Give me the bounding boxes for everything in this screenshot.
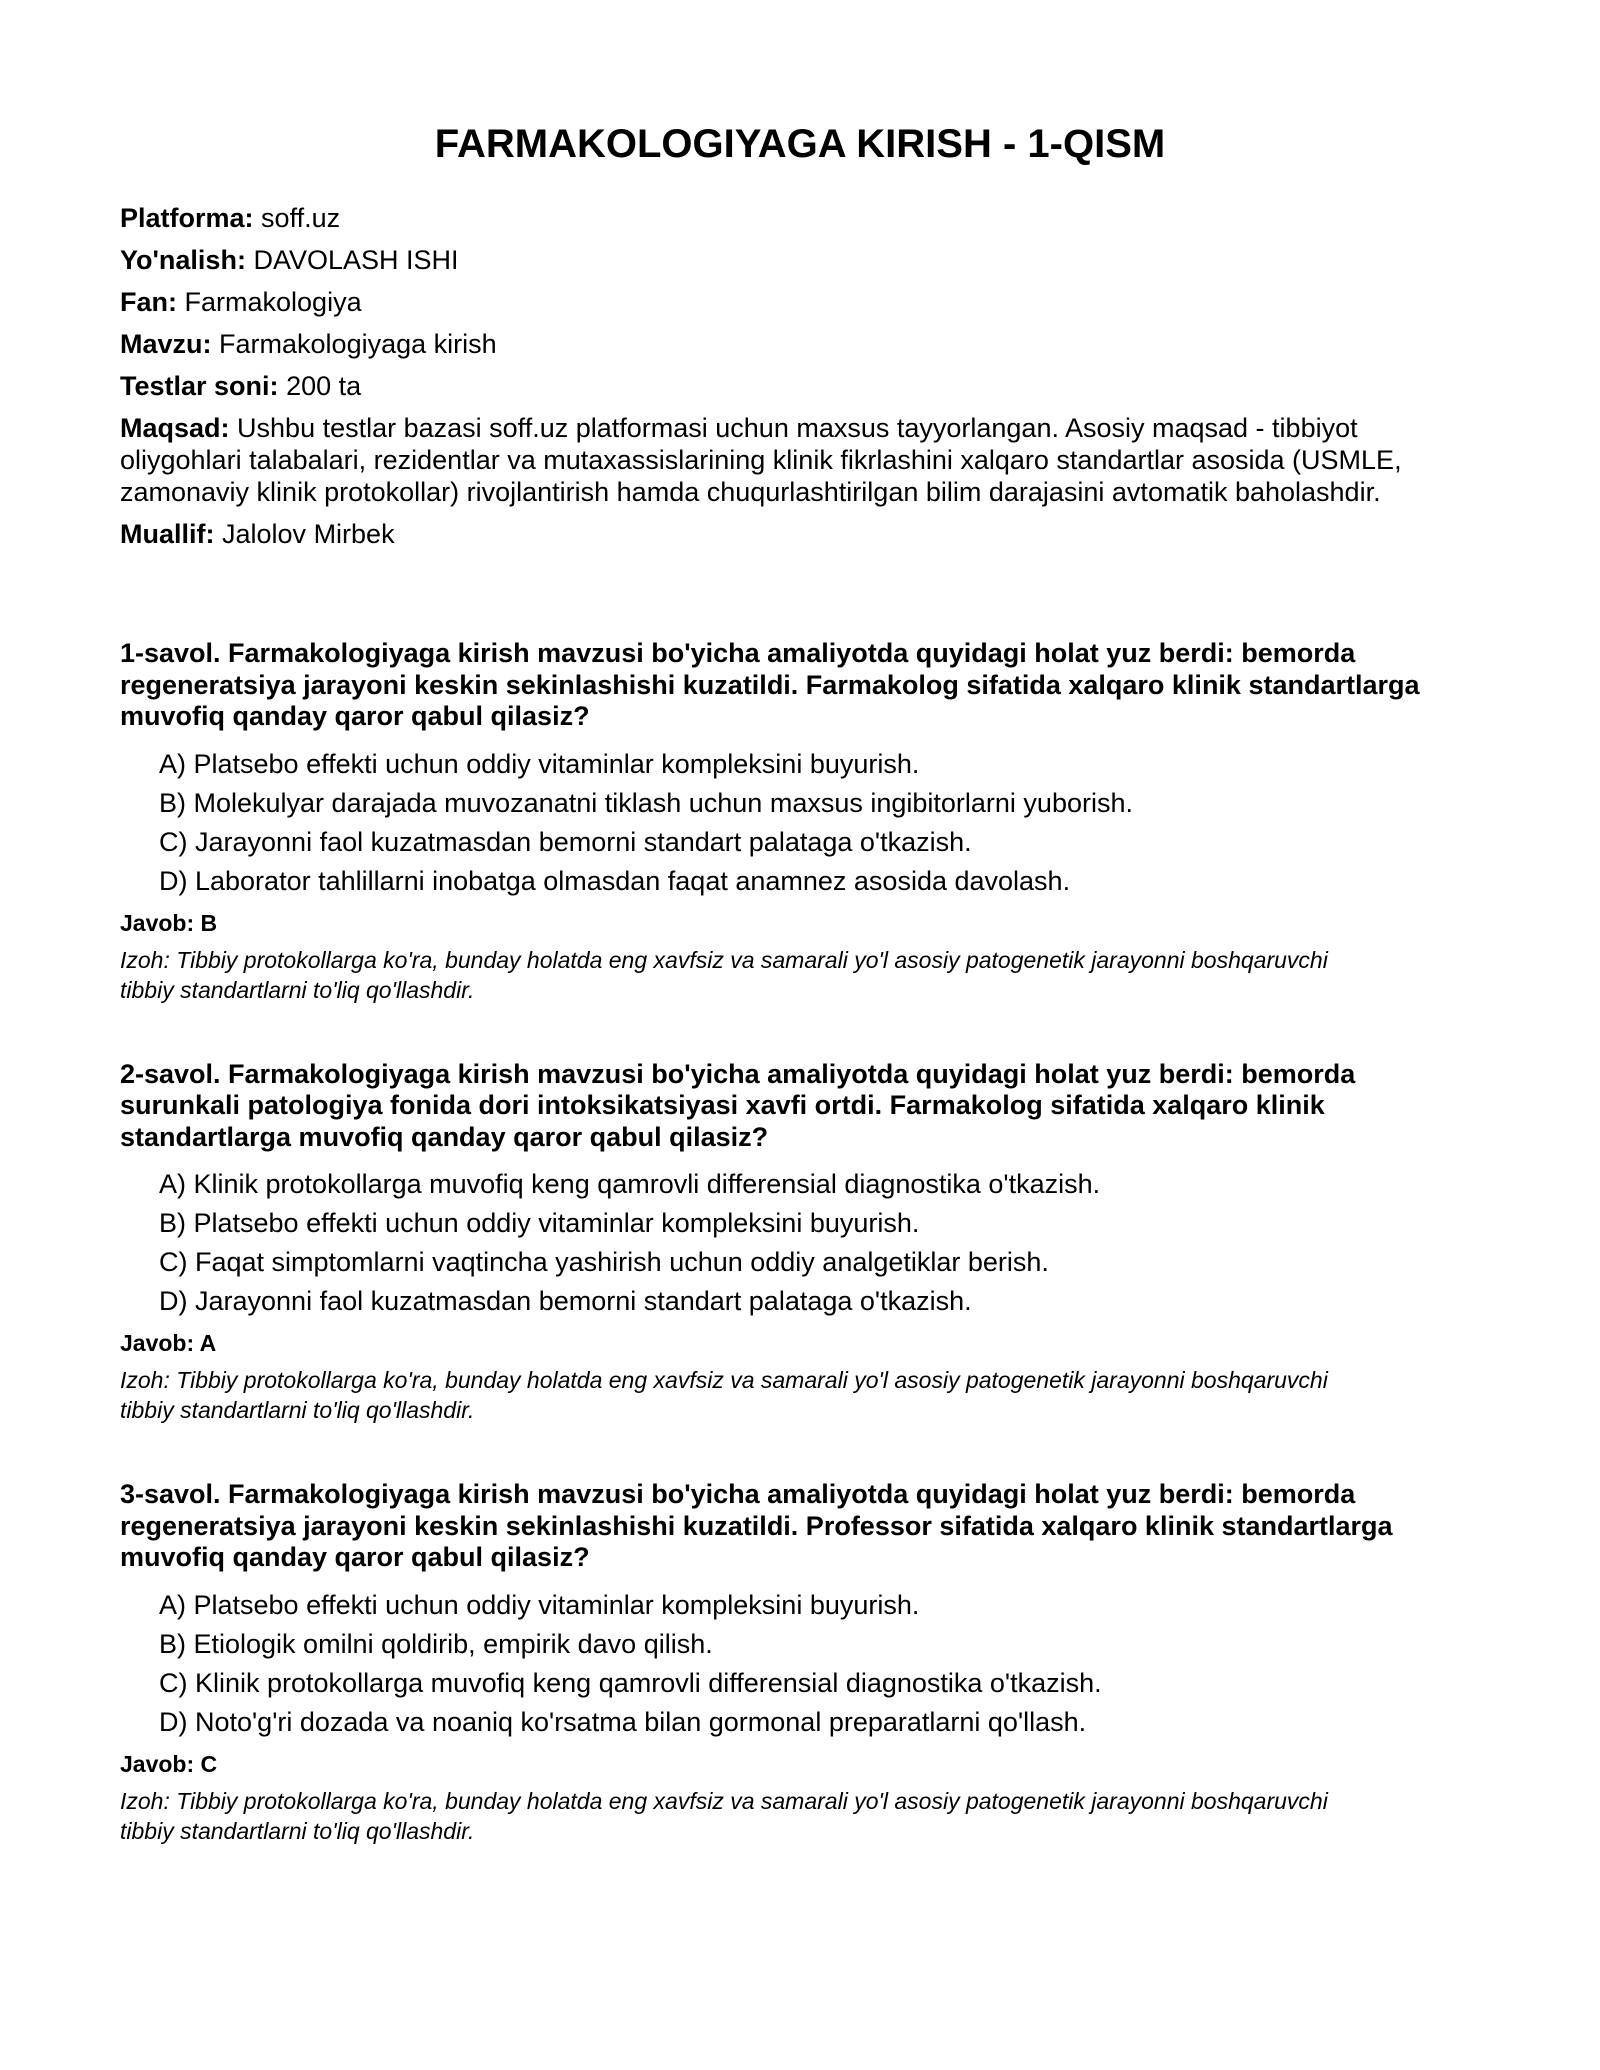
meta-label: Testlar soni: (120, 371, 279, 401)
option-c: C) Jarayonni faol kuzatmasdan bemorni standart palataga o'tkazish. (159, 826, 972, 857)
meta-author (120, 518, 1480, 550)
question-2 (120, 1059, 1480, 1426)
question-text: 3-savol. Farmakologiyaga kirish mavzusi bo'yicha amaliyotda quyidagi holat yuz berdi: bemorda regeneratsiya jarayoni keskin sekinlashishi kuzatildi. Professor sifatida xalqaro klinik standartlarga muvofiq qanday qaror qabul qilasiz? (120, 1479, 1393, 1572)
meta-value: soff.uz (261, 203, 341, 233)
correct-answer: Javob: B (120, 909, 218, 936)
explanation: Izoh: Tibbiy protokollarga ko'ra, bunday holatda eng xavfsiz va samarali yo'l asosiy patogenetik jarayonni boshqaruvchi tibbiy standartlarni to'liq qo'llashdir. (120, 946, 1328, 1003)
correct-answer: Javob: C (120, 1750, 218, 1777)
meta-value: Farmakologiya (184, 287, 362, 317)
meta-label: Maqsad: (120, 413, 230, 443)
option-d: D) Jarayonni faol kuzatmasdan bemorni standart palataga o'tkazish. (159, 1286, 972, 1316)
meta-value: DAVOLASH ISHI (253, 245, 459, 275)
question-text: 1-savol. Farmakologiyaga kirish mavzusi bo'yicha amaliyotda quyidagi holat yuz berdi: bemorda regeneratsiya jarayoni keskin sekinlashishi kuzatildi. Farmakolog sifatida xalqaro klinik standartlarga muvofiq qanday qaror qabul qilasiz? (120, 638, 1420, 731)
question-1 (120, 638, 1480, 1005)
meta-direction (120, 244, 1480, 276)
explanation: Izoh: Tibbiy protokollarga ko'ra, bunday holatda eng xavfsiz va samarali yo'l asosiy patogenetik jarayonni boshqaruvchi tibbiy standartlarni to'liq qo'llashdir. (120, 1787, 1328, 1844)
option-d: D) Noto'g'ri dozada va noaniq ko'rsatma bilan gormonal preparatlarni qo'llash. (159, 1706, 1087, 1737)
answer-options (120, 749, 1480, 897)
answer-options (120, 1169, 1480, 1317)
option-b: B) Platsebo effekti uchun oddiy vitaminlar kompleksini buyurish. (159, 1208, 920, 1238)
option-b: B) Etiologik omilni qoldirib, empirik davo qilish. (159, 1628, 713, 1659)
option-c: C) Faqat simptomlarni vaqtincha yashirish uchun oddiy analgetiklar berish. (159, 1247, 1049, 1277)
question-3 (120, 1479, 1480, 1846)
meta-value: Ushbu testlar bazasi soff.uz platformasi uchun maxsus tayyorlangan. Asosiy maqsad - tibbiyot oliygohlari talabalari, rezidentlar va mutaxassislarining klinik fikrlashini xalqaro standartlar asosida (USMLE, zamonaviy klinik protokollar) rivojlantirish hamda chuqurlashtirilgan bilim darajasini avtomatik baholashdir. (120, 413, 1402, 507)
meta-subject (120, 286, 1480, 318)
meta-topic (120, 328, 1480, 360)
question-text: 2-savol. Farmakologiyaga kirish mavzusi bo'yicha amaliyotda quyidagi holat yuz berdi: bemorda surunkali patologiya fonida dori intoksikatsiyasi xavfi ortdi. Farmakolog sifatida xalqaro klinik standartlarga muvofiq qanday qaror qabul qilasiz? (120, 1058, 1356, 1152)
option-d: D) Laborator tahlillarni inobatga olmasdan faqat anamnez asosida davolash. (159, 865, 1071, 896)
meta-label: Mavzu: (120, 329, 212, 359)
meta-purpose (120, 412, 1480, 508)
option-c: C) Klinik protokollarga muvofiq keng qamrovli differensial diagnostika o'tkazish. (159, 1667, 1102, 1698)
explanation: Izoh: Tibbiy protokollarga ko'ra, bunday holatda eng xavfsiz va samarali yo'l asosiy patogenetik jarayonni boshqaruvchi tibbiy standartlarni to'liq qo'llashdir. (120, 1367, 1328, 1423)
meta-value: Farmakologiyaga kirish (219, 329, 497, 359)
correct-answer: Javob: A (120, 1330, 217, 1356)
meta-label: Yo'nalish: (120, 245, 246, 275)
meta-test-count (120, 370, 1480, 402)
meta-label: Platforma: (120, 203, 254, 233)
meta-label: Muallif: (120, 519, 215, 549)
meta-value: 200 ta (286, 371, 362, 401)
metadata-block (120, 202, 1480, 550)
meta-platform (120, 202, 1480, 234)
document-page (120, 110, 1480, 1900)
option-a: A) Klinik protokollarga muvofiq keng qamrovli differensial diagnostika o'tkazish. (159, 1169, 1101, 1199)
meta-label: Fan: (120, 287, 177, 317)
option-a: A) Platsebo effekti uchun oddiy vitaminlar kompleksini buyurish. (159, 748, 920, 779)
document-title: FARMAKOLOGIYAGA KIRISH - 1-QISM (434, 122, 1166, 166)
option-b: B) Molekulyar darajada muvozanatni tiklash uchun maxsus ingibitorlarni yuborish. (159, 787, 1133, 818)
answer-options (120, 1590, 1480, 1738)
option-a: A) Platsebo effekti uchun oddiy vitaminlar kompleksini buyurish. (159, 1589, 920, 1620)
meta-value: Jalolov Mirbek (222, 519, 395, 549)
